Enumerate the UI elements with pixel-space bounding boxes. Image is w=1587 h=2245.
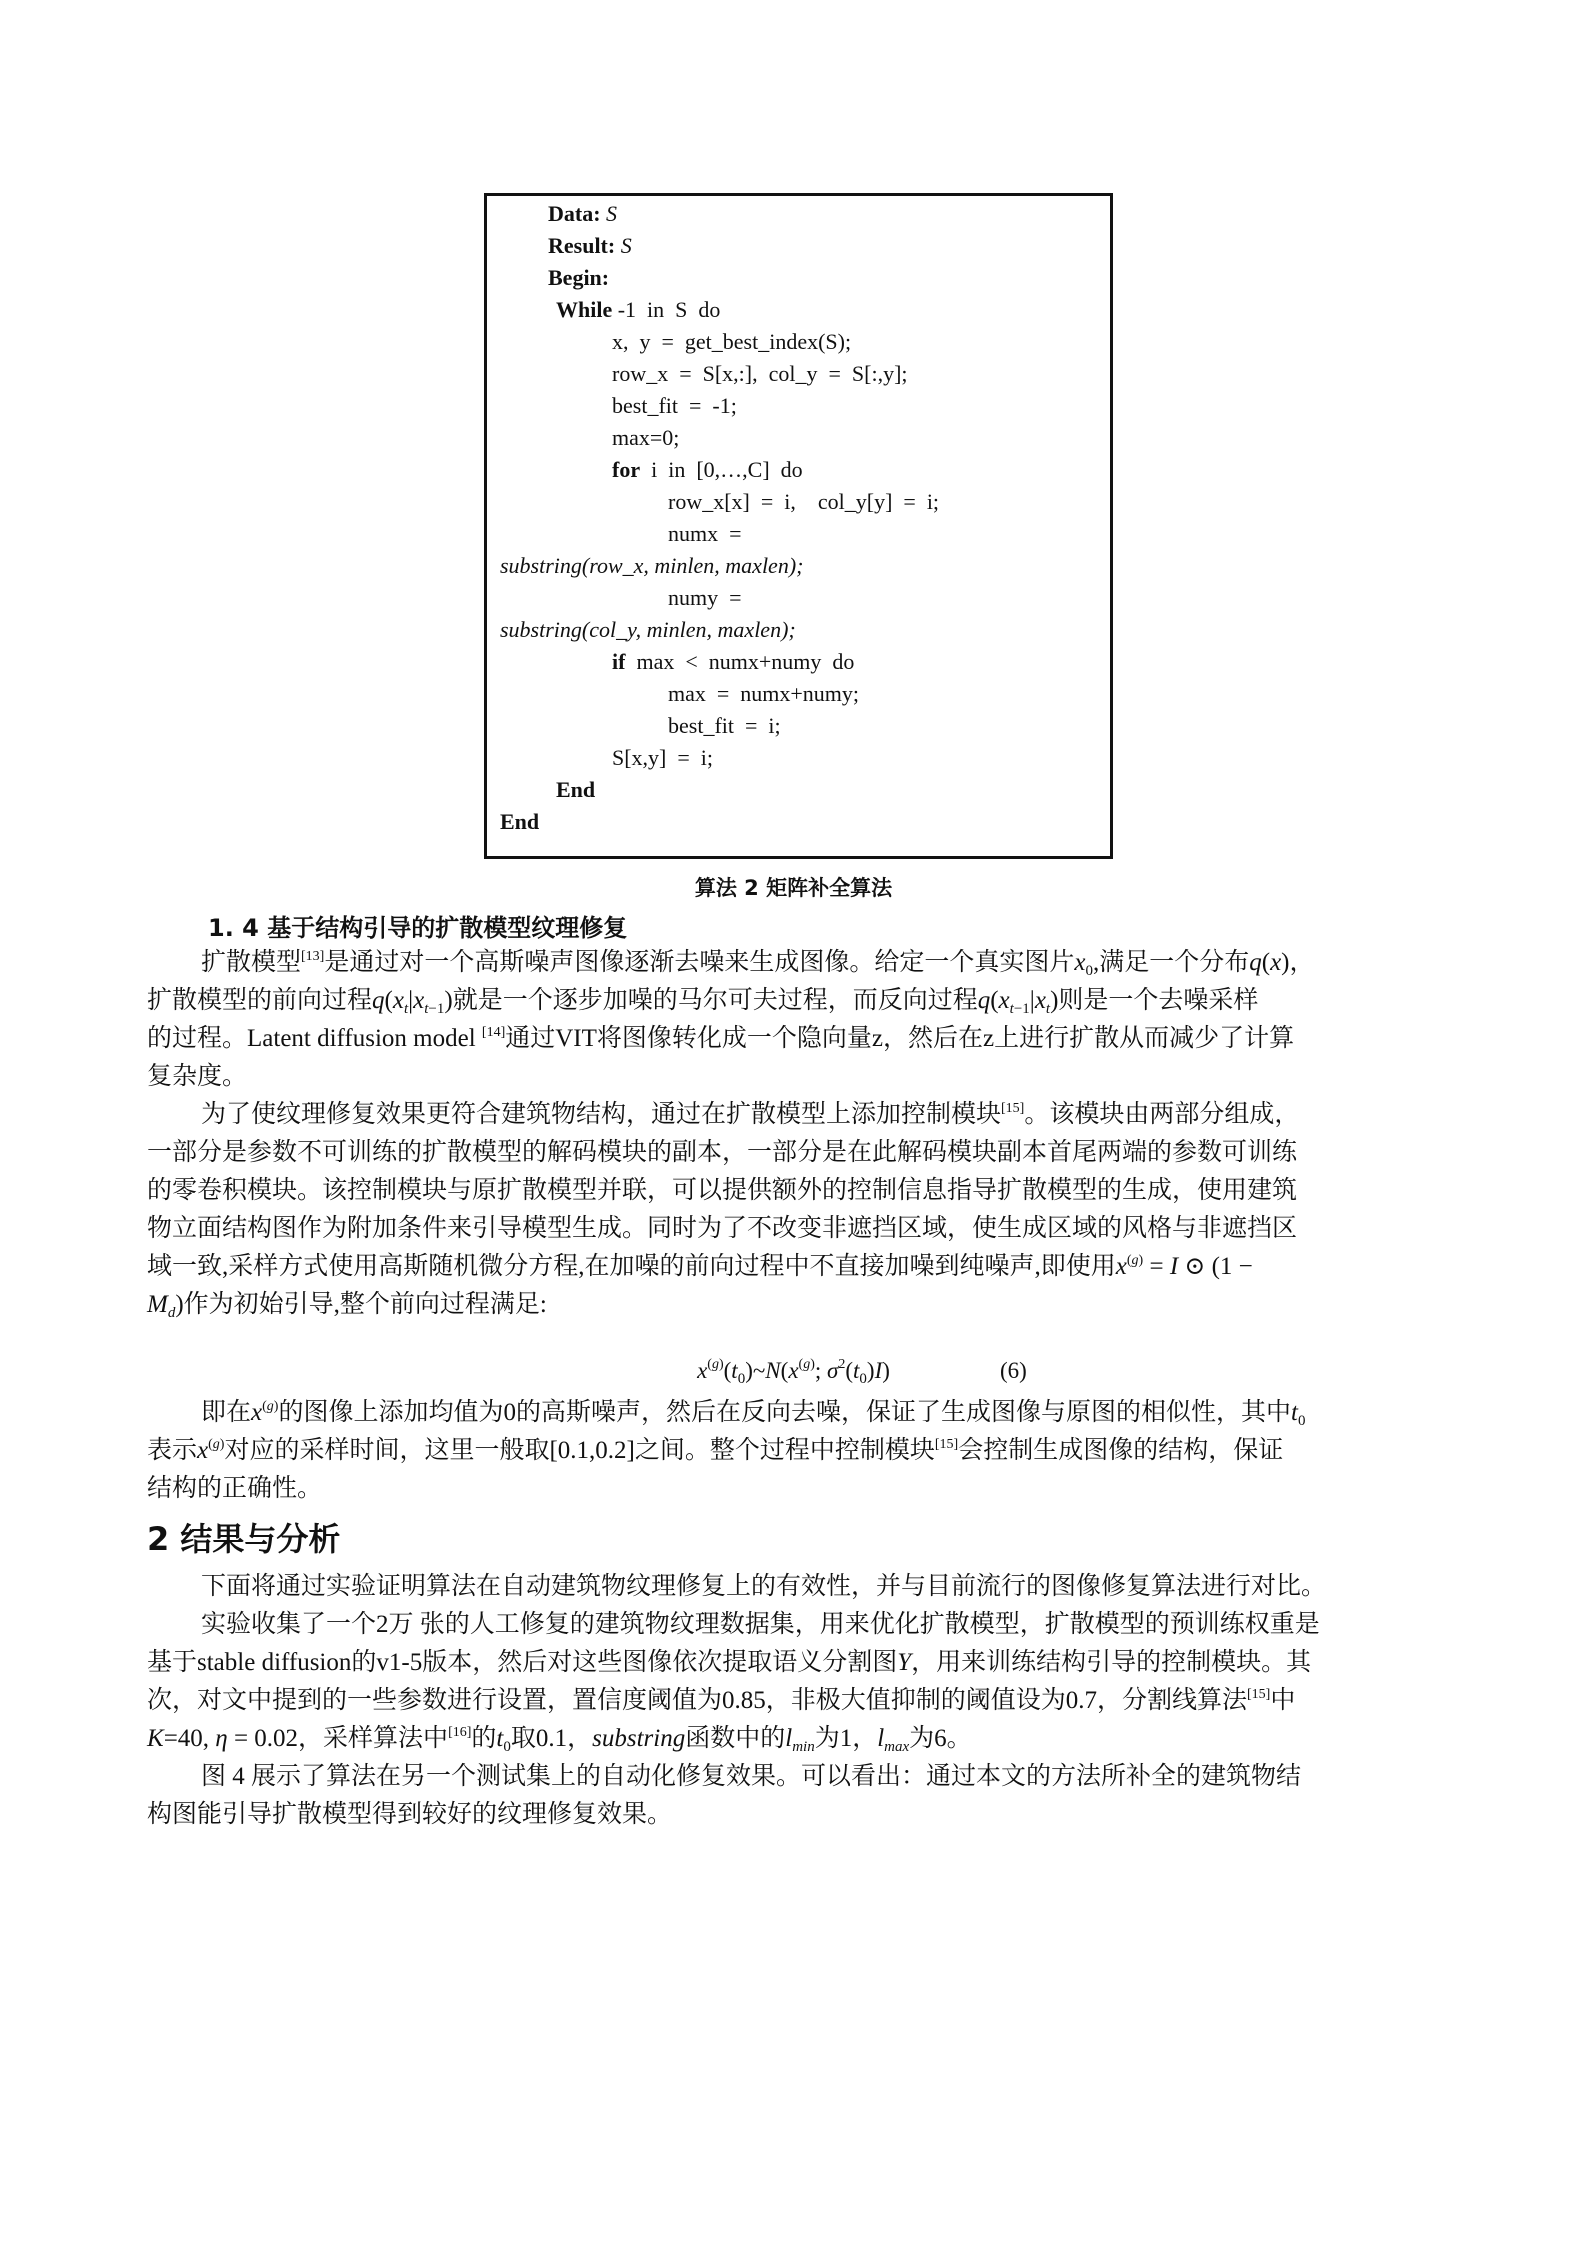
algorithm-line	[668, 520, 742, 548]
algorithm-keyword: Begin:	[548, 265, 610, 290]
algorithm-line	[668, 488, 939, 516]
text-line: 域一致,采样方式使用高斯随机微分方程,在加噪的前向过程中不直接加噪到纯噪声,即使用$x^{(g)} = I$ ⊙ (1 −	[147, 1253, 1253, 1280]
algorithm-code: S	[615, 233, 632, 258]
paragraph-1-4-1	[147, 944, 1450, 1096]
algorithm-keyword: Result:	[548, 233, 616, 258]
algorithm-code: row_x = S[x,:], col_y = S[:,y];	[612, 361, 908, 386]
algorithm-code: S[x,y] = i;	[612, 745, 714, 770]
algorithm-keyword: End	[556, 777, 596, 802]
algorithm-line	[548, 232, 632, 260]
citation: [15]	[1001, 1101, 1025, 1116]
algorithm-line	[612, 392, 737, 420]
text-line: 次，对文中提到的一些参数进行设置，置信度阈值为0.85，非极大值抑制的阈值设为0.7，分割线算法[15]中	[147, 1687, 1296, 1714]
algorithm-line	[612, 424, 679, 452]
citation: [14]	[481, 1025, 506, 1040]
paragraph-1-4-3	[147, 1394, 1450, 1508]
equation-number: (6)	[1000, 1358, 1027, 1383]
text-line: 结构的正确性。	[147, 1475, 323, 1502]
text-line: 构图能引导扩散模型得到较好的纹理修复效果。	[147, 1801, 673, 1828]
text-line: 复杂度。	[147, 1063, 248, 1090]
text-line: 一部分是参数不可训练的扩散模型的解码模块的副本，一部分是在此解码模块副本首尾两端的参数可训练	[147, 1139, 1298, 1166]
algorithm-line	[548, 264, 609, 292]
algorithm-line	[500, 808, 539, 836]
text-line: K=40, η = 0.02，采样算法中[16]的$t_0$取0.1，substring函数中的$l_{min}$为1，$l_{max}$为6。	[147, 1725, 972, 1755]
text-line: 实验收集了一个2万 张的人工修复的建筑物纹理数据集，用来优化扩散模型，扩散模型的预训练权重是	[201, 1611, 1320, 1638]
citation: [15]	[934, 1437, 959, 1452]
citation: [13]	[301, 949, 325, 964]
algorithm-code: row_x[x] = i, col_y[y] = i;	[668, 489, 940, 514]
algorithm-code: i in [0,…,C] do	[640, 457, 803, 482]
algorithm-box	[484, 193, 1113, 859]
algorithm-line	[668, 712, 781, 740]
paragraph-2-1	[147, 1568, 1450, 1606]
text-line: 扩散模型的前向过程$q(x_t|x_{t-1})$就是一个逐步加噪的马尔可夫过程，而反向过程$q(x_{t-1}|x_t)$则是一个去噪采样	[147, 987, 1259, 1017]
algorithm-line	[500, 616, 796, 644]
text-line: $M_d$)作为初始引导,整个前向过程满足:	[147, 1291, 547, 1321]
algorithm-keyword: While	[556, 297, 613, 322]
algorithm-keyword: for	[612, 457, 641, 482]
algorithm-code: x, y = get_best_index(S);	[612, 329, 852, 354]
algorithm-keyword: End	[500, 809, 540, 834]
algorithm-code: S	[600, 201, 618, 226]
algorithm-code: best_fit = i;	[668, 713, 781, 738]
algorithm-line	[548, 200, 617, 228]
algorithm-code: max=0;	[612, 425, 680, 450]
algorithm-line	[612, 744, 713, 772]
text-line: 扩散模型[13]是通过对一个高斯噪声图像逐渐去噪来生成图像。给定一个真实图片$x_0$,满足一个分布q(x)，	[201, 949, 1315, 979]
algorithm-line	[500, 552, 803, 580]
paragraph-1-4-2	[147, 1096, 1450, 1324]
equation-6: $x^{(g)}(t_0)\sim N(x^{(g)}$; $\sigma^2(t_0)I$)	[697, 1357, 890, 1387]
algorithm-caption: 算法 2 矩阵补全算法	[694, 876, 893, 900]
algorithm-line	[612, 328, 851, 356]
algorithm-code: max < numx+numy do	[625, 649, 855, 674]
text-line: 基于stable diffusion的v1-5版本，然后对这些图像依次提取语义分割图Y，用来训练结构引导的控制模块。其	[147, 1649, 1312, 1676]
algorithm-line	[556, 776, 595, 804]
algorithm-line	[612, 456, 803, 484]
section-heading-2: 2 结果与分析	[147, 1520, 341, 1558]
text-line: 表示$x^{(g)}$对应的采样时间，这里一般取[0.1,0.2]之间。整个过程中控制模块[15]会控制生成图像的结构，保证	[147, 1437, 1284, 1464]
algorithm-code: numx =	[668, 521, 742, 546]
algorithm-code: numy =	[668, 585, 742, 610]
section-heading-1-4: 1. 4 基于结构引导的扩散模型纹理修复	[208, 914, 628, 942]
text-line: 即在$x^{(g)}$的图像上添加均值为0的高斯噪声，然后在反向去噪，保证了生成图像与原图的相似性，其中$t_0$	[201, 1399, 1306, 1429]
paragraph-2-2	[147, 1606, 1450, 1758]
text-line: 下面将通过实验证明算法在自动建筑物纹理修复上的有效性，并与目前流行的图像修复算法进行对比。	[201, 1573, 1327, 1600]
algorithm-line	[668, 680, 859, 708]
citation: [16]	[448, 1725, 472, 1740]
algorithm-code: substring(row_x, minlen, maxlen);	[500, 553, 804, 578]
citation: [15]	[1247, 1687, 1271, 1702]
text-line: 的过程。Latent diffusion model [14]通过VIT将图像转化成一个隐向量z，然后在z上进行扩散从而减少了计算	[147, 1025, 1295, 1052]
algorithm-line	[612, 360, 908, 388]
algorithm-line	[612, 648, 854, 676]
algorithm-code: max = numx+numy;	[668, 681, 860, 706]
algorithm-line	[556, 296, 720, 324]
text-line: 图 4 展示了算法在另一个测试集上的自动化修复效果。可以看出：通过本文的方法所补全的建筑物结	[201, 1763, 1302, 1790]
algorithm-keyword: Data:	[548, 201, 601, 226]
algorithm-line	[668, 584, 742, 612]
algorithm-code: substring(col_y, minlen, maxlen);	[500, 617, 796, 642]
algorithm-code: -1 in S do	[612, 297, 721, 322]
paragraph-2-3	[147, 1758, 1450, 1834]
algorithm-code: best_fit = -1;	[612, 393, 737, 418]
text-line: 的零卷积模块。该控制模块与原扩散模型并联，可以提供额外的控制信息指导扩散模型的生成，使用建筑	[147, 1177, 1298, 1204]
text-line: 物立面结构图作为附加条件来引导模型生成。同时为了不改变非遮挡区域，使生成区域的风格与非遮挡区	[147, 1215, 1298, 1242]
text-line: 为了使纹理修复效果更符合建筑物结构，通过在扩散模型上添加控制模块[15]。该模块由两部分组成，	[201, 1101, 1300, 1128]
algorithm-keyword: if	[612, 649, 626, 674]
